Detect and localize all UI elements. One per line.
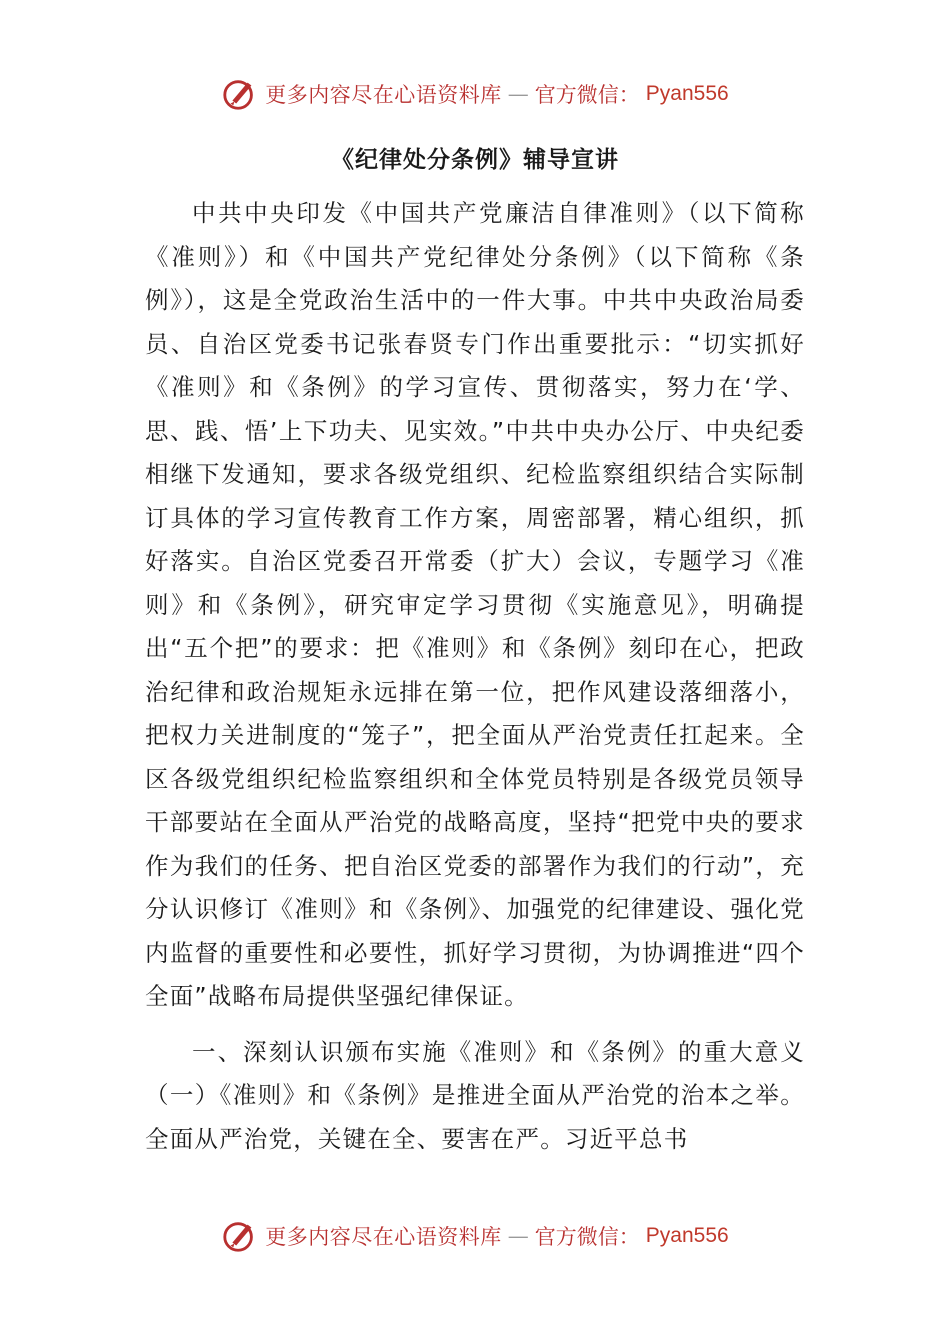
watermark-text: 更多内容尽在心语资料库 xyxy=(265,1225,502,1249)
paragraph-intro: 中共中央印发《中国共产党廉洁自律准则》（以下简称《准则》）和《中国共产党纪律处分条例》（以下简称《条例》），这是全党政治生活中的一件大事。中共中央政治局委员、自治区党委书记张春贤专门作出重要批示：“切实抓好《准则》和《条例》的学习宣传、贯彻落实，努力在‘学、思、践、悟’上下功夫、见实效。”中共中央办公厅、中央纪委相继下发通知，要求各级党组织、纪检监察组织结合实际制订具体的学习宣传教育工作方案，周密部署，精心组织，抓好落实。自治区党委召开常委（扩大）会议，专题学习《准则》和《条例》，研究审定学习贯彻《实施意见》，明确提出“五个把”的要求：把《准则》和《条例》刻印在心，把政治纪律和政治规矩永远排在第一位，把作风建设落细落小，把权力关进制度的“笼子”，把全面从严治党责任扛起来。全区各级党组织纪检监察组织和全体党员特别是各级党员领导干部要站在全面从严治党的战略高度，坚持“把党中央的要求作为我们的任务、把自治区党委的部署作为我们的行动”，充分认识修订《准则》和《条例》、加强党的纪律建设、强化党内监督的重要性和必要性，抓好学习贯彻，为协调推进“四个全面”战略布局提供坚强纪律保证。 xyxy=(145,199,805,1010)
watermark-banner-bottom xyxy=(0,1214,950,1258)
watermark-wechat-id: Pyan556 xyxy=(645,82,729,105)
watermark-banner-top xyxy=(0,72,950,116)
watermark-wechat-label: 官方微信： xyxy=(534,83,640,107)
watermark-separator: — xyxy=(507,82,529,106)
pen-logo-icon xyxy=(221,75,259,113)
paragraph-section-one: 一、深刻认识颁布实施《准则》和《条例》的重大意义（一）《准则》和《条例》是推进全面从严治党的治本之举。全面从严治党，关键在全、要害在严。习近平总书 xyxy=(145,1037,805,1153)
watermark-wechat-id: Pyan556 xyxy=(645,1224,729,1247)
watermark-wechat-label: 官方微信： xyxy=(534,1225,640,1249)
document-title: 《纪律处分条例》辅导宣讲 xyxy=(331,147,619,173)
document-body xyxy=(145,138,805,1161)
watermark-text: 更多内容尽在心语资料库 xyxy=(265,83,502,107)
pen-logo-icon xyxy=(221,1217,259,1255)
watermark-separator: — xyxy=(507,1224,529,1248)
